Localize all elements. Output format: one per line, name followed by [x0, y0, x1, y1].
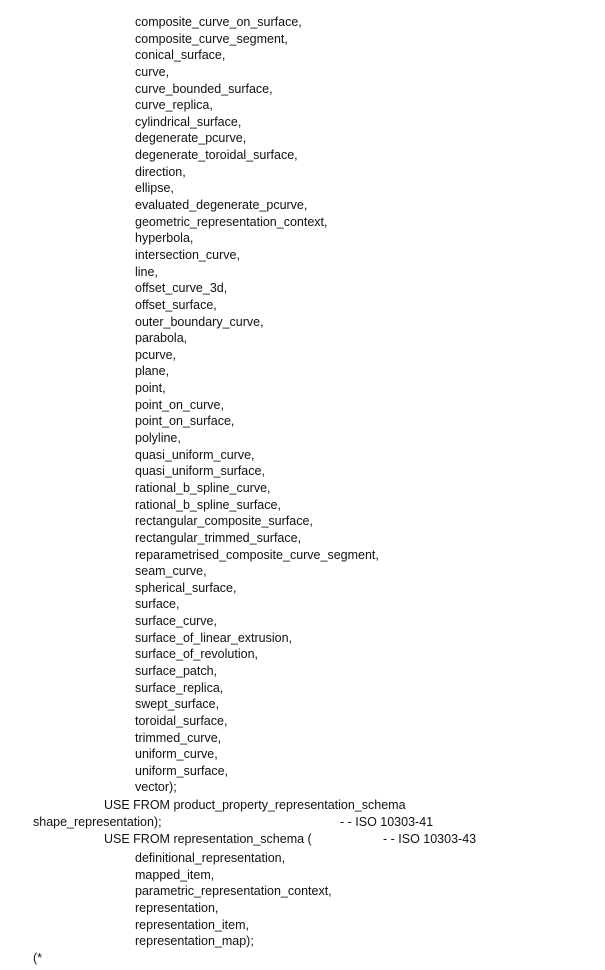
schema-item: rational_b_spline_surface, [135, 497, 281, 512]
schema-item: surface_replica, [135, 680, 224, 695]
schema-item: ellipse, [135, 181, 174, 196]
iso-10303-41-comment: - - ISO 10303-41 [340, 815, 434, 829]
schema-item: parabola, [135, 331, 188, 346]
schema-item: surface, [135, 597, 180, 612]
iso-10303-43-comment: - - ISO 10303-43 [383, 832, 477, 846]
schema-item: plane, [135, 364, 170, 379]
schema-item: surface_curve, [135, 614, 217, 629]
schema-item: trimmed_curve, [135, 730, 222, 745]
schema-item: point_on_surface, [135, 414, 235, 429]
schema-item: surface_patch, [135, 663, 217, 678]
schema-item: offset_surface, [135, 297, 217, 312]
shape-representation-line: shape_representation); [33, 815, 162, 829]
use-from-product-property-line: USE FROM product_property_representation_schema [104, 798, 406, 812]
schema-item: reparametrised_composite_curve_segment, [135, 547, 379, 562]
schema-item: point, [135, 381, 166, 396]
schema-item: quasi_uniform_surface, [135, 464, 265, 479]
schema-item: rational_b_spline_curve, [135, 480, 271, 495]
schema-item: composite_curve_segment, [135, 31, 288, 46]
schema-item: geometric_representation_context, [135, 214, 328, 229]
schema-item: curve, [135, 64, 170, 79]
schema-item: seam_curve, [135, 564, 207, 579]
schema-item: representation, [135, 900, 219, 915]
schema-item: surface_of_linear_extrusion, [135, 630, 293, 645]
schema-item: uniform_surface, [135, 763, 229, 778]
schema-item: representation_map); [135, 934, 254, 949]
schema-item: line, [135, 264, 158, 279]
schema-item: degenerate_toroidal_surface, [135, 148, 298, 163]
schema-item: curve_bounded_surface, [135, 81, 273, 96]
representation-schema-item-list [135, 850, 332, 950]
schema-item: definitional_representation, [135, 851, 286, 865]
schema-item: conical_surface, [135, 48, 226, 63]
schema-item: spherical_surface, [135, 580, 237, 595]
schema-item: toroidal_surface, [135, 713, 228, 728]
schema-item: pcurve, [135, 347, 176, 362]
schema-item: swept_surface, [135, 697, 220, 712]
schema-item: evaluated_degenerate_pcurve, [135, 198, 308, 213]
schema-item: mapped_item, [135, 867, 215, 882]
schema-item: cylindrical_surface, [135, 114, 242, 129]
schema-item: curve_replica, [135, 98, 213, 113]
schema-item: parametric_representation_context, [135, 884, 332, 899]
comment-open-marker: (* [33, 951, 43, 965]
schema-item: hyperbola, [135, 231, 194, 246]
schema-item: composite_curve_on_surface, [135, 15, 302, 29]
schema-item: rectangular_trimmed_surface, [135, 530, 302, 545]
schema-item: offset_curve_3d, [135, 281, 228, 296]
schema-item: outer_boundary_curve, [135, 314, 264, 329]
schema-item: intersection_curve, [135, 247, 240, 262]
schema-item: uniform_curve, [135, 747, 218, 762]
schema-item: quasi_uniform_curve, [135, 447, 255, 462]
schema-item: surface_of_revolution, [135, 647, 258, 662]
geometry-schema-item-list [135, 14, 379, 796]
schema-item: direction, [135, 164, 186, 179]
schema-item: rectangular_composite_surface, [135, 514, 313, 529]
schema-item: polyline, [135, 431, 181, 446]
schema-item: degenerate_pcurve, [135, 131, 247, 146]
use-from-representation-schema-line: USE FROM representation_schema ( [104, 832, 312, 846]
schema-item: point_on_curve, [135, 397, 224, 412]
schema-item: vector); [135, 780, 177, 795]
schema-item: representation_item, [135, 917, 249, 932]
